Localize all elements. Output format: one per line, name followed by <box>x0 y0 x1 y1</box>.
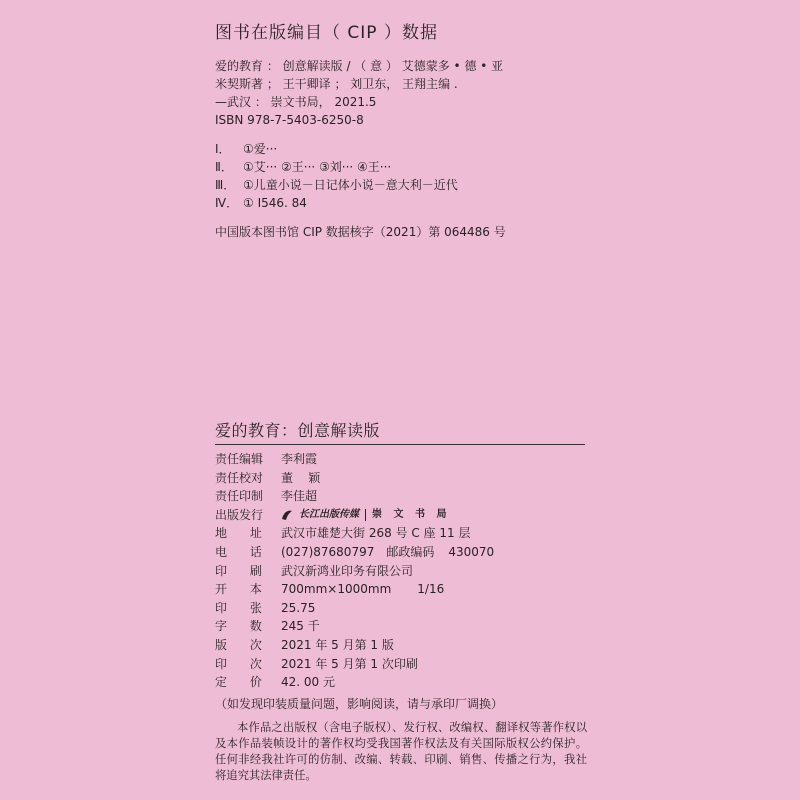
info-value: 25.75 <box>281 600 316 615</box>
cip-isbn: ISBN 978-7-5403-6250-8 <box>215 113 364 127</box>
info-value: 700mm×1000mm <box>281 582 392 597</box>
book-title: 爱的教育：创意解读版 <box>215 421 381 440</box>
info-label: 版 次 <box>215 637 262 652</box>
info-row-words <box>215 617 494 636</box>
info-label: 地 址 <box>215 526 262 541</box>
info-row-proofreader <box>215 469 494 488</box>
info-label: 出版发行 <box>215 507 264 522</box>
postcode-label: 邮政编码 <box>386 544 435 559</box>
info-label: 印 次 <box>215 656 262 671</box>
info-row-price <box>215 673 494 692</box>
classification-number: Ⅲ． <box>215 178 236 192</box>
info-label: 印 刷 <box>215 563 262 578</box>
cip-line: 爱的教育 ： 创意解读版 / （ 意 ） 艾德蒙多 • 德 • 亚 <box>215 59 504 73</box>
classification-number: Ⅰ． <box>215 142 231 156</box>
format-fold: 1/16 <box>417 582 445 597</box>
info-row-address <box>215 524 494 543</box>
classification-text: ① I546. 84 <box>243 196 307 210</box>
publisher-logo <box>281 506 450 525</box>
cip-classification <box>215 140 506 158</box>
info-value: 李佳超 <box>281 489 318 504</box>
classification-text: ①艾··· ②王··· ③刘··· ④王··· <box>243 160 392 174</box>
publisher-imprint: 崇 文 书 局 <box>372 508 451 520</box>
info-value: 245 千 <box>281 619 320 634</box>
info-label: 字 数 <box>215 619 262 634</box>
cip-classification <box>215 194 506 212</box>
info-label: 印 张 <box>215 600 262 615</box>
info-value: 武汉新鸿业印务有限公司 <box>281 563 414 578</box>
cip-core-data: 中国版本图书馆 CIP 数据核字（2021）第 064486 号 <box>215 225 506 239</box>
classification-number: Ⅳ． <box>215 196 239 210</box>
info-row-sheets <box>215 599 494 618</box>
info-label: 责任校对 <box>215 470 264 485</box>
publisher-logo-icon <box>281 509 293 521</box>
cip-classification <box>215 158 506 176</box>
info-value: (027)87680797 <box>281 544 375 559</box>
cip-title: 图书在版编目（ CIP ）数据 <box>215 23 438 43</box>
info-row-editor <box>215 450 494 469</box>
info-row-printer <box>215 562 494 581</box>
publisher-divider <box>365 509 366 521</box>
info-label: 责任印制 <box>215 489 264 504</box>
info-label: 电 话 <box>215 544 262 559</box>
cip-record <box>215 57 506 241</box>
divider <box>215 444 585 445</box>
info-row-publisher <box>215 506 494 525</box>
classification-text: ①儿童小说－日记体小说－意大利－近代 <box>243 178 458 192</box>
info-row-edition <box>215 636 494 655</box>
cip-line: 米契斯著 ； 王干卿译 ； 刘卫东， 王翔主编 . <box>215 77 458 91</box>
classification-number: Ⅱ． <box>215 160 233 174</box>
cip-line: —武汉 ： 崇文书局， 2021.5 <box>215 95 377 109</box>
info-value: 武汉市雄楚大街 268 号 C 座 11 层 <box>281 526 471 541</box>
postcode-value: 430070 <box>448 544 495 559</box>
info-value: 2021 年 5 月第 1 版 <box>281 637 394 652</box>
info-value: 42. 00 元 <box>281 675 335 690</box>
cip-classification <box>215 176 506 194</box>
info-row-printing-supervisor <box>215 487 494 506</box>
publisher-logo-text: 长江出版传媒 <box>299 508 359 520</box>
copyright-statement: 本作品之出版权（含电子版权）、发行权、改编权、翻译权等著作权以及本作品装帧设计的著作权均受我国著作权法及有关国际版权公约保护。任何非经我社许可的仿制、改编、转载、印刷、销售、传播之行为，我社将追究其法律责任。 <box>215 721 587 782</box>
info-value: 董 颖 <box>281 470 321 485</box>
info-row-impression <box>215 655 494 674</box>
info-value: 2021 年 5 月第 1 次印刷 <box>281 656 418 671</box>
quality-notice: （如发现印装质量问题，影响阅读，请与承印厂调换） <box>215 697 504 711</box>
info-row-phone <box>215 543 494 562</box>
publication-info <box>215 450 494 692</box>
info-label: 定 价 <box>215 675 262 690</box>
info-label: 开 本 <box>215 582 262 597</box>
info-row-format <box>215 580 494 599</box>
info-label: 责任编辑 <box>215 452 264 466</box>
classification-text: ①爱··· <box>243 142 278 156</box>
info-value: 李利霞 <box>281 452 318 466</box>
